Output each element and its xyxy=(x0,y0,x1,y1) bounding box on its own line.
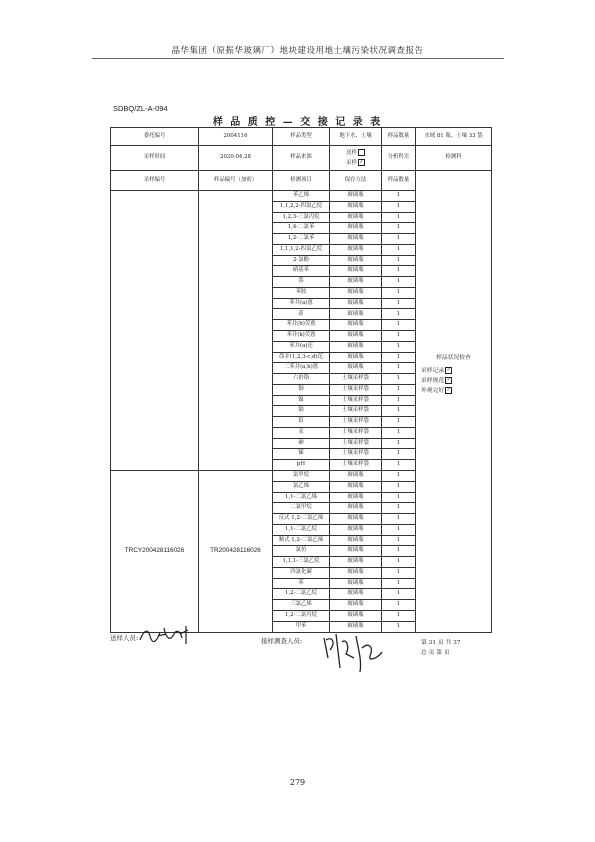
receiver-label: 接样测查人员: xyxy=(261,637,303,645)
storage-method-cell: 玻璃瓶 xyxy=(330,546,382,557)
storage-method-cell: 玻璃瓶 xyxy=(330,470,382,481)
sender-signature xyxy=(136,624,196,648)
storage-method-cell: 玻璃瓶 xyxy=(330,234,382,245)
sample-count-cell: 1 xyxy=(382,621,416,632)
storage-method-cell: 玻璃瓶 xyxy=(330,481,382,492)
storage-method-cell: 玻璃瓶 xyxy=(330,223,382,234)
storage-method-cell: 玻璃瓶 xyxy=(330,287,382,298)
storage-method-cell: 土壤采样袋 xyxy=(330,417,382,428)
sample-count-cell: 1 xyxy=(382,535,416,546)
test-item-cell: 1,1-二氯乙烯 xyxy=(273,492,330,503)
storage-method-cell: 玻璃瓶 xyxy=(330,503,382,514)
col-storage: 保存方法 xyxy=(330,170,382,190)
test-item-cell: 苯并(k)荧蒽 xyxy=(273,331,330,342)
storage-method-cell: 玻璃瓶 xyxy=(330,201,382,212)
sample-count-cell: 1 xyxy=(382,191,416,202)
sample-count-cell: 1 xyxy=(382,223,416,234)
test-item-cell: 锑 xyxy=(273,449,330,460)
storage-method-cell: 玻璃瓶 xyxy=(330,191,382,202)
record-check: 采样记录 ✓ xyxy=(421,366,451,374)
storage-method-cell: 土壤采样袋 xyxy=(330,374,382,385)
storage-method-cell: 玻璃瓶 xyxy=(330,557,382,568)
sample-source-label: 样品来源 xyxy=(273,146,330,170)
test-item-cell: 苯并(a)芘 xyxy=(273,341,330,352)
sample-handover-table xyxy=(110,127,492,633)
test-item-cell: 镍 xyxy=(273,395,330,406)
test-item-cell: 汞 xyxy=(273,427,330,438)
storage-method-cell: 玻璃瓶 xyxy=(330,621,382,632)
sample-count-cell: 1 xyxy=(382,212,416,223)
storage-method-cell: 玻璃瓶 xyxy=(330,266,382,277)
storage-method-cell: 玻璃瓶 xyxy=(330,535,382,546)
source-collect-option: 采样 ✓ xyxy=(346,159,364,167)
test-item-cell: 1,2-二氯苯 xyxy=(273,234,330,245)
appearance-checkbox: ✓ xyxy=(446,386,451,393)
total-page-line: 总 页 第 页 xyxy=(421,650,450,656)
sample-condition-note xyxy=(416,170,492,632)
sample-qty-value: 水域 81 瓶、土壤 33 袋 xyxy=(416,128,492,146)
test-item-cell: 反式 1,2-二氯乙烯 xyxy=(273,514,330,525)
send-checkbox xyxy=(358,149,365,156)
meta-row-1 xyxy=(111,128,492,146)
header-rule xyxy=(92,58,504,59)
client-no-label: 委托编号 xyxy=(111,128,199,146)
test-item-cell: 1,1,1-三氯乙烷 xyxy=(273,557,330,568)
storage-method-cell: 玻璃瓶 xyxy=(330,341,382,352)
test-item-cell: 三氯乙烯 xyxy=(273,600,330,611)
page-info xyxy=(421,638,461,658)
sample-count-cell: 1 xyxy=(382,352,416,363)
test-item-cell: 苯 xyxy=(273,578,330,589)
source-send-option: 送样 xyxy=(331,149,380,157)
test-item-cell: 氯乙烯 xyxy=(273,481,330,492)
collect-checkbox: ✓ xyxy=(359,159,364,166)
test-item-cell: 1,1,2,2-四氯乙烷 xyxy=(273,201,330,212)
sample-type-value: 地下水、土壤 xyxy=(330,128,382,146)
storage-method-cell: 玻璃瓶 xyxy=(330,309,382,320)
test-item-cell: 铜 xyxy=(273,384,330,395)
storage-method-cell: 玻璃瓶 xyxy=(330,352,382,363)
sample-code-cell: TR200428116026 xyxy=(199,470,273,632)
sample-count-cell: 1 xyxy=(382,514,416,525)
storage-method-cell: 玻璃瓶 xyxy=(330,298,382,309)
test-item-cell: 1,2-二氯丙烷 xyxy=(273,610,330,621)
storage-method-cell: 土壤采样袋 xyxy=(330,449,382,460)
sample-count-cell: 1 xyxy=(382,524,416,535)
page-of-total: 第 31 页 共 37 xyxy=(421,640,461,646)
col-sample-code: 样品编号（加密） xyxy=(199,170,273,190)
test-item-cell: 1,2,3-三氯丙烷 xyxy=(273,212,330,223)
test-item-cell: 苯并(a)蒽 xyxy=(273,298,330,309)
storage-method-cell: 玻璃瓶 xyxy=(330,320,382,331)
storage-method-cell: 玻璃瓶 xyxy=(330,331,382,342)
form-title: 样 品 质 控 — 交 接 记 录 表 xyxy=(212,117,383,128)
sample-count-cell: 1 xyxy=(382,427,416,438)
sample-count-cell: 1 xyxy=(382,557,416,568)
lab-value: 检测科 xyxy=(416,146,492,170)
meta-row-2 xyxy=(111,146,492,170)
sample-count-cell: 1 xyxy=(382,331,416,342)
storage-method-cell: 土壤采样袋 xyxy=(330,427,382,438)
storage-method-cell: 土壤采样袋 xyxy=(330,406,382,417)
sample-count-cell: 1 xyxy=(382,363,416,374)
sample-count-cell: 1 xyxy=(382,417,416,428)
storage-method-cell: 玻璃瓶 xyxy=(330,277,382,288)
storage-method-cell: 玻璃瓶 xyxy=(330,514,382,525)
sample-count-cell: 1 xyxy=(382,266,416,277)
test-item-cell: 硝基苯 xyxy=(273,266,330,277)
storage-method-cell: 玻璃瓶 xyxy=(330,212,382,223)
column-header-row xyxy=(111,170,492,190)
sample-count-cell: 1 xyxy=(382,567,416,578)
col-item: 检测项目 xyxy=(273,170,330,190)
test-item-cell: 䓛 xyxy=(273,309,330,320)
sample-count-cell: 1 xyxy=(382,287,416,298)
storage-method-cell: 玻璃瓶 xyxy=(330,492,382,503)
sample-count-cell: 1 xyxy=(382,255,416,266)
sample-count-cell: 1 xyxy=(382,600,416,611)
sample-count-cell: 1 xyxy=(382,546,416,557)
sample-count-cell: 1 xyxy=(382,244,416,255)
sampling-time-value: 2020.04.28 xyxy=(199,146,273,170)
test-item-cell: 苯并(b)荧蒽 xyxy=(273,320,330,331)
test-item-cell: 六价铬 xyxy=(273,374,330,385)
test-item-cell: pH xyxy=(273,460,330,471)
sender-label: 送样人员: xyxy=(110,634,139,642)
sample-no-cell-upper xyxy=(111,191,199,471)
sample-count-cell: 1 xyxy=(382,384,416,395)
spec-check: 采样规范 ✓ xyxy=(421,376,451,384)
record-checkbox: ✓ xyxy=(446,366,451,373)
test-item-cell: 铅 xyxy=(273,417,330,428)
test-item-cell: 萘 xyxy=(273,277,330,288)
sample-count-cell: 1 xyxy=(382,406,416,417)
sample-count-cell: 1 xyxy=(382,320,416,331)
sample-source-options xyxy=(330,146,382,170)
test-item-cell: 苯乙烯 xyxy=(273,191,330,202)
sample-qty-label: 样品数量 xyxy=(382,128,416,146)
storage-method-cell: 玻璃瓶 xyxy=(330,578,382,589)
sample-count-cell: 1 xyxy=(382,578,416,589)
sample-count-cell: 1 xyxy=(382,277,416,288)
page-number: 279 xyxy=(289,778,306,787)
storage-method-cell: 玻璃瓶 xyxy=(330,567,382,578)
storage-method-cell: 玻璃瓶 xyxy=(330,524,382,535)
sample-count-cell: 1 xyxy=(382,438,416,449)
sample-count-cell: 1 xyxy=(382,201,416,212)
test-item-cell: 1,1-二氯乙烷 xyxy=(273,524,330,535)
sample-count-cell: 1 xyxy=(382,470,416,481)
sample-count-cell: 1 xyxy=(382,460,416,471)
test-item-cell: 二苯并(a,h)蒽 xyxy=(273,363,330,374)
test-item-cell: 1,4-二氯苯 xyxy=(273,223,330,234)
document-code: SDBQ/ZL-A-094 xyxy=(113,104,168,113)
test-item-cell: 氯甲烷 xyxy=(273,470,330,481)
client-no-value: 2004116 xyxy=(199,128,273,146)
test-item-cell: 二氯甲烷 xyxy=(273,503,330,514)
condition-check-title: 样品状况检查 xyxy=(436,354,471,361)
storage-method-cell: 玻璃瓶 xyxy=(330,610,382,621)
lab-label: 分析科室 xyxy=(382,146,416,170)
sample-count-cell: 1 xyxy=(382,492,416,503)
test-item-cell: 氯仿 xyxy=(273,546,330,557)
receiver-signature xyxy=(318,628,388,678)
test-item-cell: 顺式 1,2-二氯乙烯 xyxy=(273,535,330,546)
storage-method-cell: 玻璃瓶 xyxy=(330,600,382,611)
sampling-time-label: 采样时间 xyxy=(111,146,199,170)
sample-count-cell: 1 xyxy=(382,234,416,245)
spec-checkbox: ✓ xyxy=(446,376,451,383)
storage-method-cell: 土壤采样袋 xyxy=(330,460,382,471)
sample-count-cell: 1 xyxy=(382,374,416,385)
sample-count-cell: 1 xyxy=(382,309,416,320)
test-item-cell: 1,2-二氯乙烷 xyxy=(273,589,330,600)
test-item-cell: 1,1,1,2-四氯乙烷 xyxy=(273,244,330,255)
test-item-cell: 2-氯酚 xyxy=(273,255,330,266)
storage-method-cell: 土壤采样袋 xyxy=(330,384,382,395)
sample-type-label: 样品类型 xyxy=(273,128,330,146)
col-sample-no: 采样编号 xyxy=(111,170,199,190)
test-item-cell: 甲苯 xyxy=(273,621,330,632)
report-header: 晶华集团（原振华玻璃厂）地块建设用地土壤污染状况调查报告 xyxy=(171,46,424,56)
sample-count-cell: 1 xyxy=(382,610,416,621)
test-item-cell: 四氯化碳 xyxy=(273,567,330,578)
storage-method-cell: 玻璃瓶 xyxy=(330,244,382,255)
appearance-check: 外观完好 ✓ xyxy=(421,386,451,394)
storage-method-cell: 土壤采样袋 xyxy=(330,438,382,449)
sample-count-cell: 1 xyxy=(382,298,416,309)
storage-method-cell: 土壤采样袋 xyxy=(330,395,382,406)
sample-count-cell: 1 xyxy=(382,589,416,600)
sample-count-cell: 1 xyxy=(382,481,416,492)
sample-code-cell-upper xyxy=(199,191,273,471)
sample-count-cell: 1 xyxy=(382,449,416,460)
sample-count-cell: 1 xyxy=(382,395,416,406)
test-item-cell: 镉 xyxy=(273,406,330,417)
col-count: 样品数量 xyxy=(382,170,416,190)
sample-count-cell: 1 xyxy=(382,503,416,514)
test-item-cell: 苯胺 xyxy=(273,287,330,298)
storage-method-cell: 玻璃瓶 xyxy=(330,363,382,374)
test-item-cell: 砷 xyxy=(273,438,330,449)
storage-method-cell: 玻璃瓶 xyxy=(330,255,382,266)
sample-count-cell: 1 xyxy=(382,341,416,352)
storage-method-cell: 玻璃瓶 xyxy=(330,589,382,600)
test-item-cell: 茚并(1,2,3-c,d)芘 xyxy=(273,352,330,363)
sample-no-cell: TRCY200428116026 xyxy=(111,470,199,632)
